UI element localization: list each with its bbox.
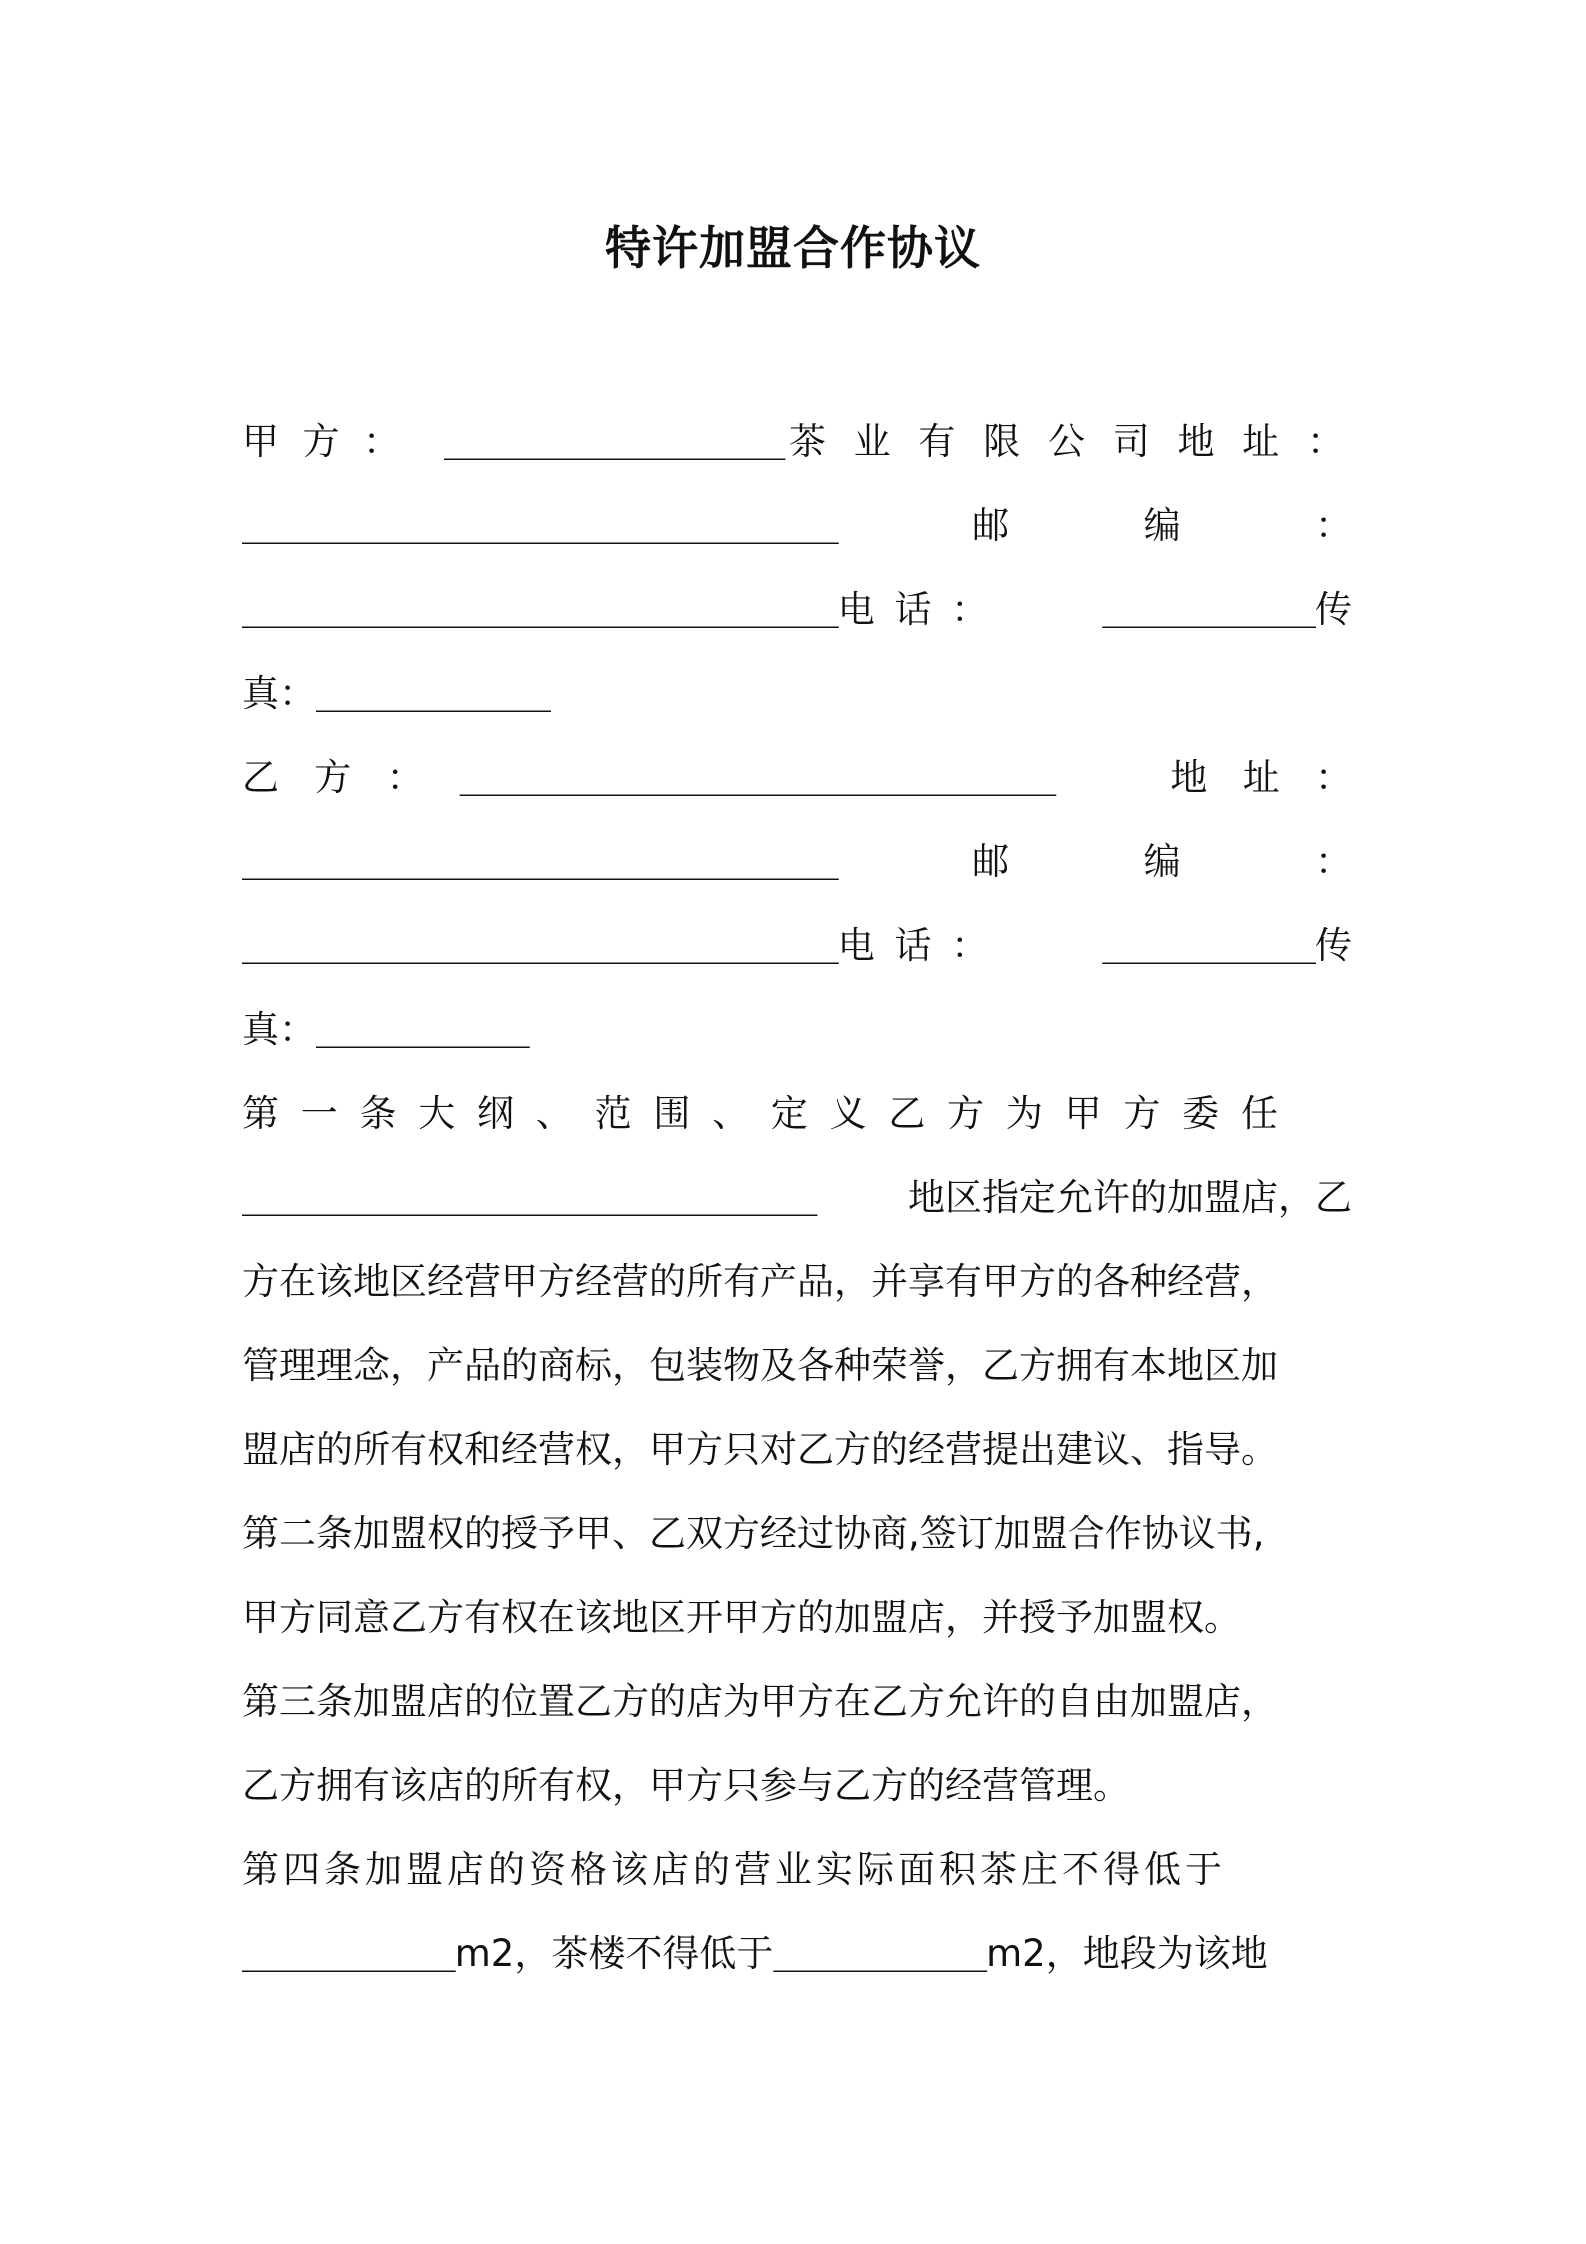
article-1-text-line-2 bbox=[242, 1320, 1352, 1404]
party-a-name-line bbox=[242, 396, 1352, 480]
article-1-heading: 第 一 条 大 纲 、 范 围 、 定 义 乙 方 为 甲 方 委 任 bbox=[242, 1092, 1283, 1135]
party-a-name-blank: ________________ bbox=[444, 416, 785, 460]
party-b-fax-label-end: 真： bbox=[242, 1008, 316, 1051]
party-a-fax-blank: ___________ bbox=[316, 668, 551, 712]
article-4-text-1: 第四条加盟店的资格该店的营业实际面积茶庄不得低于 bbox=[242, 1848, 1226, 1891]
article-4-text-2a: m2，茶楼不得低于 bbox=[454, 1932, 774, 1975]
party-b-fax-label-start: 传 bbox=[1315, 924, 1352, 967]
article-1-region-blank: ___________________________ bbox=[242, 1172, 817, 1216]
article-2-text-1: 第二条加盟权的授予甲、乙双方经过协商,签订加盟合作协议书, bbox=[242, 1512, 1265, 1555]
party-b-postcode-blank: ____________________________ bbox=[242, 920, 838, 964]
document-title: 特许加盟合作协议 bbox=[605, 221, 981, 275]
article-1-region-line bbox=[242, 1152, 1352, 1236]
party-a-phone-blank: __________ bbox=[1102, 584, 1315, 628]
party-a-postcode-label-1: 邮 bbox=[972, 504, 1010, 547]
party-a-postcode-blank: ____________________________ bbox=[242, 584, 838, 628]
party-b-fax-line bbox=[242, 984, 1352, 1068]
article-4-teahouse-area-blank: __________ bbox=[242, 1928, 455, 1972]
party-a-phone-line bbox=[242, 564, 1352, 648]
party-b-postcode-label-2: 编 bbox=[1143, 840, 1181, 883]
party-a-fax-line bbox=[242, 648, 1352, 732]
article-1-text-3: 盟店的所有权和经营权，甲方只对乙方的经营提出建议、指导。 bbox=[242, 1428, 1278, 1471]
article-3-line-2 bbox=[242, 1740, 1352, 1824]
party-a-address-line bbox=[242, 480, 1352, 564]
party-b-phone-label: 电 话 ： bbox=[837, 924, 993, 967]
article-1-heading-line bbox=[242, 1068, 1352, 1152]
party-a-fax-label-end: 真： bbox=[242, 672, 316, 715]
article-4-line-1 bbox=[242, 1824, 1352, 1908]
article-2-line-2 bbox=[242, 1572, 1352, 1656]
article-2-text-2: 甲方同意乙方有权在该地区开甲方的加盟店，并授予加盟权。 bbox=[242, 1596, 1241, 1639]
party-b-name-line bbox=[242, 732, 1352, 816]
party-b-address-blank: ____________________________ bbox=[242, 836, 838, 880]
article-4-line-2 bbox=[242, 1908, 1352, 1992]
party-a-company-address-label: 茶 业 有 限 公 司 地 址 ： bbox=[788, 420, 1352, 463]
party-a-label: 甲 方 ： bbox=[242, 420, 401, 463]
article-1-text-line-3 bbox=[242, 1404, 1352, 1488]
article-1-text-1: 方在该地区经营甲方经营的所有产品，并享有甲方的各种经营， bbox=[242, 1260, 1278, 1303]
party-b-phone-blank: __________ bbox=[1102, 920, 1315, 964]
party-b-name-blank: ____________________________ bbox=[459, 752, 1056, 796]
article-4-teahouse-building-area-blank: __________ bbox=[773, 1928, 987, 1972]
party-a-postcode-colon: ： bbox=[1315, 504, 1352, 547]
party-b-address-label: 地 址 ： bbox=[1170, 756, 1352, 799]
party-b-address-line bbox=[242, 816, 1352, 900]
party-b-fax-blank: __________ bbox=[316, 1004, 529, 1048]
party-b-phone-line bbox=[242, 900, 1352, 984]
article-2-line-1 bbox=[242, 1488, 1352, 1572]
article-3-text-1: 第三条加盟店的位置乙方的店为甲方在乙方允许的自由加盟店， bbox=[242, 1680, 1278, 1723]
party-b-postcode-colon: ： bbox=[1315, 840, 1352, 883]
party-a-postcode-label-2: 编 bbox=[1143, 504, 1181, 547]
article-4-text-2b: m2，地段为该地 bbox=[986, 1932, 1268, 1975]
party-a-address-blank: ____________________________ bbox=[242, 500, 838, 544]
article-3-text-2: 乙方拥有该店的所有权，甲方只参与乙方的经营管理。 bbox=[242, 1764, 1130, 1807]
party-a-phone-label: 电 话 ： bbox=[837, 588, 993, 631]
article-1-text-2: 管理理念，产品的商标，包装物及各种荣誉，乙方拥有本地区加 bbox=[242, 1344, 1278, 1387]
article-1-region-text: 地区指定允许的加盟店，乙 bbox=[908, 1176, 1352, 1219]
article-1-text-line-1 bbox=[242, 1236, 1352, 1320]
party-b-label: 乙 方 ： bbox=[242, 756, 424, 799]
party-a-fax-label-start: 传 bbox=[1315, 588, 1352, 631]
party-b-postcode-label-1: 邮 bbox=[972, 840, 1010, 883]
article-3-line-1 bbox=[242, 1656, 1352, 1740]
